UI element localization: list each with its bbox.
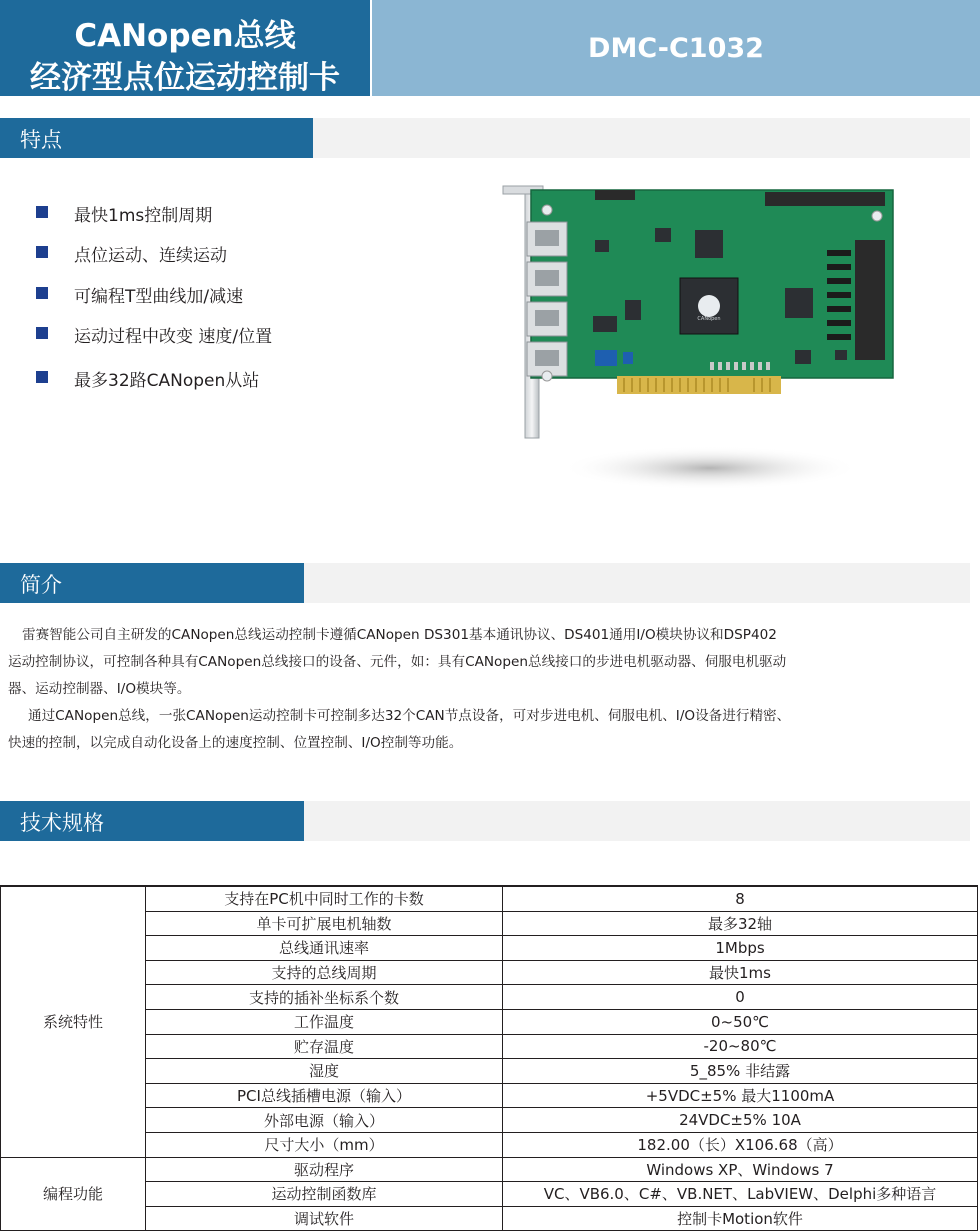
chip-label: CANopen <box>697 316 721 322</box>
intro-body <box>8 622 968 757</box>
spec-label: 调试软件 <box>146 1206 503 1231</box>
product-board-image <box>495 180 905 500</box>
features-heading: 特点 <box>20 128 62 152</box>
spec-value: 24VDC±5% 10A <box>503 1108 978 1133</box>
intro-line: 器、运动控制器、I/O模块等。 <box>8 681 191 697</box>
spec-label: 驱动程序 <box>146 1157 503 1182</box>
feature-text: 可编程T型曲线加/减速 <box>74 287 244 307</box>
spec-value: 0 <box>503 985 978 1010</box>
intro-line: 通过CANopen总线，一张CANopen运动控制卡可控制多达32个CAN节点设备，可对步进电机、伺服电机、I/O设备进行精密、 <box>28 708 791 724</box>
header-title-line2: 经济型点位运动控制卡 <box>30 60 340 96</box>
spec-label: 湿度 <box>146 1059 503 1084</box>
intro-section-tab <box>0 563 304 603</box>
spec-label: PCI总线插槽电源（输入） <box>146 1083 503 1108</box>
header-title-block <box>0 0 370 96</box>
table-row <box>1 911 978 936</box>
spec-label: 尺寸大小（mm） <box>146 1132 503 1157</box>
spec-category: 系统特性 <box>1 886 146 1157</box>
spec-value: +5VDC±5% 最大1100mA <box>503 1083 978 1108</box>
spec-value: VC、VB6.0、C#、VB.NET、LabVIEW、Delphi多种语言 <box>503 1182 978 1207</box>
feature-text: 运动过程中改变 速度/位置 <box>74 327 273 347</box>
spec-value: 1Mbps <box>503 936 978 961</box>
spec-label: 工作温度 <box>146 1009 503 1034</box>
table-row <box>1 1108 978 1133</box>
spec-label: 支持在PC机中同时工作的卡数 <box>146 886 503 911</box>
table-row <box>1 886 978 911</box>
intro-section-bar <box>0 563 970 603</box>
intro-paragraph-1 <box>8 622 968 703</box>
spec-label: 运动控制函数库 <box>146 1182 503 1207</box>
intro-line: 快速的控制，以完成自动化设备上的速度控制、位置控制、I/O控制等功能。 <box>8 735 463 751</box>
square-bullet-icon <box>36 206 48 218</box>
square-bullet-icon <box>36 287 48 299</box>
spec-value: 0~50℃ <box>503 1009 978 1034</box>
table-row <box>1 1009 978 1034</box>
specs-heading: 技术规格 <box>20 811 104 835</box>
spec-value: 控制卡Motion软件 <box>503 1206 978 1231</box>
spec-label: 支持的总线周期 <box>146 960 503 985</box>
spec-value: 5_85% 非结露 <box>503 1059 978 1084</box>
spec-label: 外部电源（输入） <box>146 1108 503 1133</box>
table-row <box>1 1034 978 1059</box>
table-row <box>1 1182 978 1207</box>
header-model-block <box>372 0 980 96</box>
header-title-line1: CANopen总线 <box>74 18 296 54</box>
table-row <box>1 936 978 961</box>
spec-label: 单卡可扩展电机轴数 <box>146 911 503 936</box>
table-row <box>1 1059 978 1084</box>
intro-heading: 简介 <box>20 573 62 597</box>
intro-line: 雷赛智能公司自主研发的CANopen总线运动控制卡遵循CANopen DS301基本通讯协议、DS401通用I/O模块协议和DSP402 <box>22 627 777 643</box>
feature-text: 点位运动、连续运动 <box>74 246 227 266</box>
table-row <box>1 985 978 1010</box>
spec-label: 支持的插补坐标系个数 <box>146 985 503 1010</box>
spec-value: 8 <box>503 886 978 911</box>
intro-paragraph-2 <box>8 703 968 757</box>
square-bullet-icon <box>36 327 48 339</box>
features-section-tab <box>0 118 313 158</box>
spec-label: 贮存温度 <box>146 1034 503 1059</box>
square-bullet-icon <box>36 371 48 383</box>
spec-value: 最快1ms <box>503 960 978 985</box>
table-row <box>1 1083 978 1108</box>
spec-value: 最多32轴 <box>503 911 978 936</box>
table-row <box>1 1206 978 1231</box>
feature-text: 最多32路CANopen从站 <box>74 371 260 391</box>
specs-section-bar <box>0 801 970 841</box>
spec-value: -20~80℃ <box>503 1034 978 1059</box>
table-row <box>1 960 978 985</box>
table-row <box>1 1157 978 1182</box>
table-row <box>1 1132 978 1157</box>
intro-line: 运动控制协议，可控制各种具有CANopen总线接口的设备、元件，如：具有CANopen总线接口的步进电机驱动器、伺服电机驱动 <box>8 654 787 670</box>
spec-value: 182.00（长）X106.68（高） <box>503 1132 978 1157</box>
feature-text: 最快1ms控制周期 <box>74 206 213 226</box>
pcb-card-illustration <box>495 180 905 500</box>
square-bullet-icon <box>36 246 48 258</box>
spec-category: 编程功能 <box>1 1157 146 1231</box>
features-section-bar <box>0 118 970 158</box>
spec-value: Windows XP、Windows 7 <box>503 1157 978 1182</box>
model-number: DMC-C1032 <box>588 33 764 64</box>
spec-label: 总线通讯速率 <box>146 936 503 961</box>
specs-section-tab <box>0 801 304 841</box>
spec-table <box>0 885 978 1231</box>
